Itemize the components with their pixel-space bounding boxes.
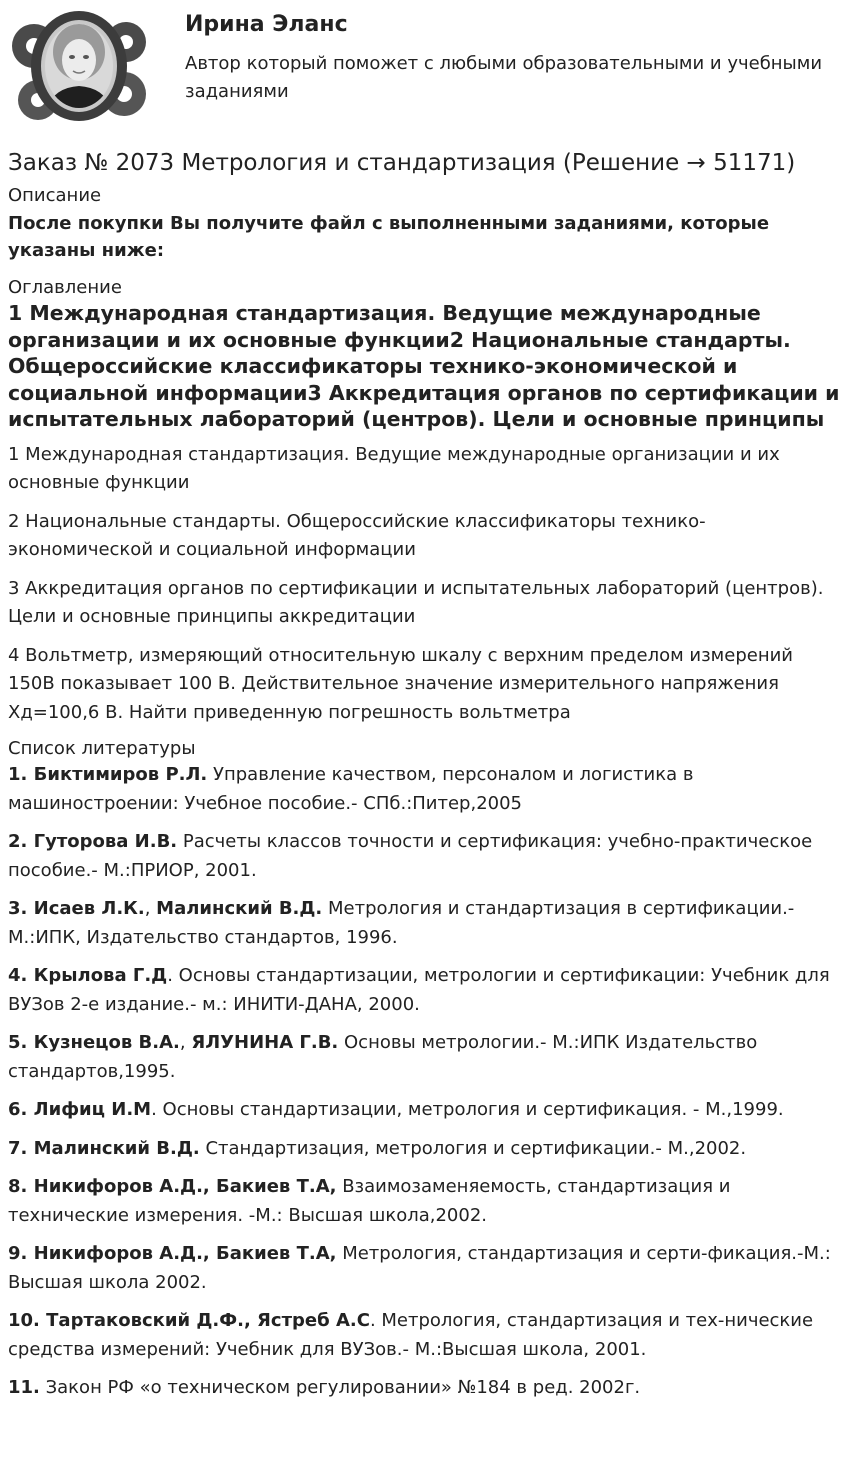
literature-separator: , <box>179 1032 192 1053</box>
literature-text: Взаимозаменяемость, стандартизация и технические измерения. -М.: Высшая школа,2002. <box>8 1176 731 1226</box>
literature-author: 11. <box>8 1377 40 1398</box>
literature-item <box>8 895 843 952</box>
literature-item <box>8 1135 843 1164</box>
literature-author: 3. Исаев Л.К. <box>8 898 145 919</box>
author-header <box>0 0 847 140</box>
literature-author: 4. Крылова Г.Д <box>8 965 168 986</box>
toc-label: Оглавление <box>8 277 122 298</box>
literature-coauthor: Малинский В.Д. <box>156 898 323 919</box>
literature-author: 6. Лифиц И.М <box>8 1099 152 1120</box>
literature-item <box>8 761 843 818</box>
literature-author: 1. Биктимиров Р.Л. <box>8 764 208 785</box>
literature-text: . Основы стандартизации, метрология и сертификация. - М.,1999. <box>151 1099 784 1120</box>
literature-text: Управление качеством, персоналом и логистика в машиностроении: Учебное пособие.- СПб.:Питер,2005 <box>8 764 694 814</box>
literature-author: 9. Никифоров А.Д., Бакиев Т.А, <box>8 1243 337 1264</box>
literature-author: 7. Малинский В.Д. <box>8 1137 200 1159</box>
toc-item: 1 Международная стандартизация. Ведущие международные организации и их основные функции <box>8 443 780 493</box>
literature-item <box>8 1029 843 1086</box>
toc-item: 2 Национальные стандарты. Общероссийские классификаторы технико-экономической и социальной информации <box>8 510 706 560</box>
order-content <box>8 146 843 1413</box>
literature-item <box>8 1374 843 1403</box>
literature-item <box>8 1307 843 1364</box>
literature-author: 10. Тартаковский Д.Ф., Ястреб А.С <box>8 1310 370 1331</box>
literature-item <box>8 962 843 1019</box>
description-intro: После покупки Вы получите файл с выполненными заданиями, которые указаны ниже: <box>8 213 770 261</box>
toc-item: 3 Аккредитация органов по сертификации и испытательных лабораторий (центров). Цели и основные принципы аккредитации <box>8 577 824 627</box>
literature-author: 8. Никифоров А.Д., Бакиев Т.А, <box>8 1176 337 1197</box>
literature-author: 5. Кузнецов В.А. <box>8 1032 180 1053</box>
avatar-frame-icon <box>8 8 150 126</box>
literature-text: Основы метрологии.- М.:ИПК Издательство стандартов,1995. <box>8 1032 758 1082</box>
description-label: Описание <box>8 185 102 206</box>
author-name[interactable]: Ирина Эланс <box>185 12 348 37</box>
author-description: Автор который поможет с любыми образовательными и учебными заданиями <box>185 53 823 102</box>
literature-author: 2. Гуторова И.В. <box>8 831 178 852</box>
literature-item <box>8 1240 843 1297</box>
author-avatar[interactable] <box>8 8 150 126</box>
literature-text: . Основы стандартизации, метрологии и сертификации: Учебник для ВУЗов 2-е издание.- м.: ИНИТИ-ДАНА, 2000. <box>8 965 830 1015</box>
toc-list <box>8 441 843 728</box>
toc-heading: 1 Международная стандартизация. Ведущие международные организации и их основные функции2 Национальные стандарты. Общероссийские классификаторы технико-экономической и социальной информации3 Аккредитация органов по сертификации и испытательных лабораторий (центров). Цели и основные принципы <box>8 301 840 431</box>
literature-text: Метрология и стандартизация в сертификации.- М.:ИПК, Издательство стандартов, 1996. <box>8 898 795 948</box>
literature-item <box>8 828 843 885</box>
literature-item <box>8 1096 843 1125</box>
literature-text: Закон РФ «о техническом регулировании» №184 в ред. 2002г. <box>39 1377 641 1398</box>
order-title: Заказ № 2073 Метрология и стандартизация (Решение → 51171) <box>8 150 796 176</box>
literature-text: Метрология, стандартизация и серти-фикация.-М.: Высшая школа 2002. <box>8 1243 831 1293</box>
literature-separator: , <box>144 898 157 919</box>
literature-text: . Метрология, стандартизация и тех-нические средства измерений: Учебник для ВУЗов.- М.:Высшая школа, 2001. <box>8 1310 814 1360</box>
literature-label: Список литературы <box>8 738 196 759</box>
literature-item <box>8 1173 843 1230</box>
literature-text: Расчеты классов точности и сертификация: учебно-практическое пособие.- М.:ПРИОР, 2001. <box>8 831 813 881</box>
literature-text: Стандартизация, метрология и сертификации.- М.,2002. <box>199 1137 747 1159</box>
literature-coauthor: ЯЛУНИНА Г.В. <box>191 1032 339 1053</box>
literature-list <box>8 761 843 1403</box>
toc-item: 4 Вольтметр, измеряющий относительную шкалу с верхним пределом измерений 150В показывает 100 В. Действительное значение измерительного напряжения Хд=100,6 В. Найти приведенную погрешность вольтметра <box>8 644 793 723</box>
